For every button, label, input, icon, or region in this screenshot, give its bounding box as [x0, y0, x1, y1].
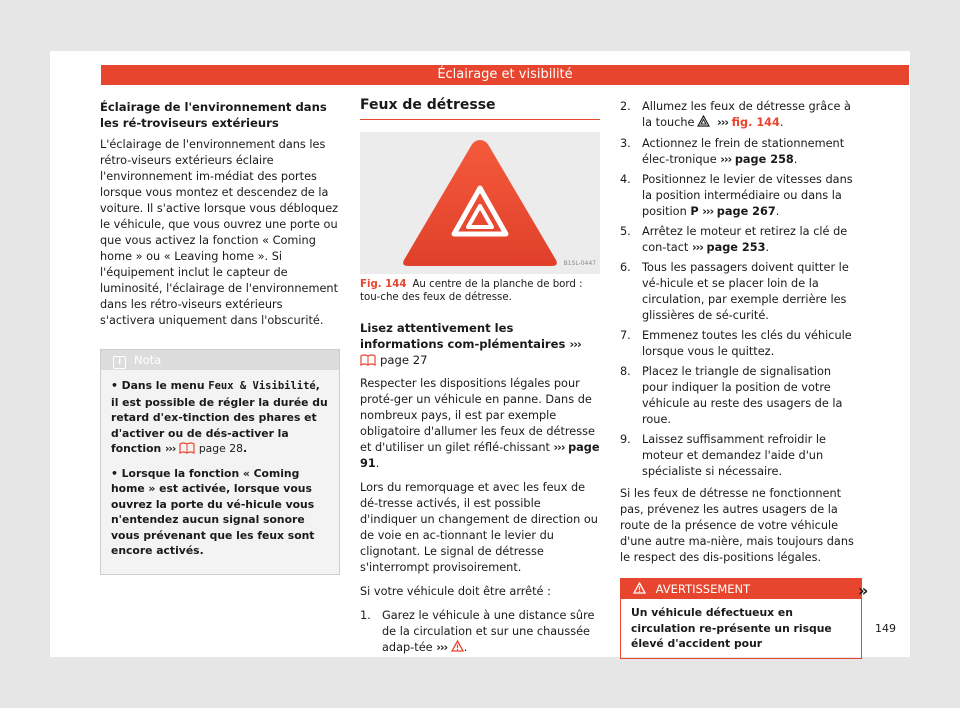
step-number: 8. — [620, 365, 631, 378]
column-right — [620, 99, 860, 659]
cross-ref-link[interactable]: page 267 — [716, 205, 776, 218]
step-body: Allumez les feux de détresse grâce à la touche — [642, 100, 851, 129]
step-body: Placez le triangle de signalisation pour indiquer la position de votre véhicule au reste des usagers de la roue. — [642, 365, 843, 426]
book-icon — [179, 442, 195, 459]
step-text: Allumez les feux de détresse grâce à la touche ››› fig. 144. — [642, 99, 860, 132]
note-item: • Lorsque la fonction « Coming home » est activée, lorsque vous ouvrez la porte du vé-hicule vous n'entendez aucun signal sonore vous prévenant que les feux sont encore activés. — [111, 466, 315, 557]
subhead-text: Lisez attentivement les informations com-plémentaires — [360, 321, 566, 351]
note-box — [100, 349, 340, 575]
info-icon: i — [113, 356, 126, 369]
hazard-symbol-icon — [697, 115, 710, 132]
step-body: Tous les passagers doivent quitter le vé-hicule et se placer loin de la circulation, par exemple derrière les glissières de sé-curité. — [642, 261, 849, 322]
cross-ref-link[interactable]: page 258 — [734, 153, 794, 166]
chapter-header: Éclairage et visibilité — [101, 65, 909, 85]
step-body: Garez le véhicule à une distance sûre de la circulation et sur une chaussée adap-tée — [382, 609, 595, 654]
step-body: Arrêtez le moteur et retirez la clé de con-tact — [642, 225, 848, 254]
warning-label: AVERTISSEMENT — [655, 582, 751, 596]
cross-ref-arrow: ››› — [553, 441, 565, 454]
step-number: 2. — [620, 100, 631, 113]
continued-mark: » — [858, 581, 869, 600]
step-number: 1. — [360, 609, 371, 622]
note-item: • Dans le menu Feux & Visibilité, il est possible de régler la durée du retard d'ex-tinction des phares et d'activer ou de dés-activer la fonction ››› page 28. — [111, 378, 329, 459]
list-item — [620, 328, 860, 360]
subsection-heading — [360, 320, 600, 370]
list-item — [360, 608, 600, 657]
cross-ref-arrow: ››› — [702, 205, 714, 218]
cross-ref-arrow: ››› — [569, 337, 581, 351]
steps-list — [620, 99, 860, 480]
cross-ref-link[interactable]: page 253 — [706, 241, 766, 254]
note-label: Nota — [134, 353, 162, 367]
note-body — [101, 370, 339, 574]
step-text: Arrêtez le moteur et retirez la clé de con-tact ››› page 253. — [642, 225, 848, 254]
cross-ref-arrow: ››› — [691, 241, 703, 254]
note-text: Dans le menu — [121, 379, 209, 392]
figure-label: Fig. 144 — [360, 279, 407, 290]
warning-box — [620, 578, 862, 659]
cross-ref-arrow: ››› — [717, 116, 729, 129]
step-text — [642, 328, 860, 360]
list-item — [620, 224, 860, 256]
page-number: 149 — [875, 622, 896, 635]
paragraph: Respecter les dispositions légales pour proté-ger un véhicule en panne. Dans de nombreux pays, il est par exemple obligatoire d'allumer les feux de détresse et d'utiliser un gilet réflé-chissant ››› page 91. — [360, 377, 600, 470]
warning-text: Un véhicule défectueux en circulation re-présente un risque élevé d'accident pour — [631, 606, 832, 650]
step-number: 3. — [620, 137, 631, 150]
figure-caption — [360, 278, 600, 304]
paragraph-text: Respecter les dispositions légales pour proté-ger un véhicule en panne. Dans de nombreux pays, il est par exemple obligatoire d'allumer les feux de détresse et d'utiliser un gilet réflé-chissant — [360, 377, 595, 454]
step-body: Laissez suffisamment refroidir le moteur et demandez l'aide d'un spécialiste si nécessaire. — [642, 433, 826, 478]
step-number: 5. — [620, 225, 631, 238]
cross-ref-arrow: ››› — [436, 641, 448, 654]
list-item — [620, 136, 860, 168]
note-text: Lorsque la fonction « Coming home » est activée, lorsque vous ouvrez la porte du vé-hicule vous n'entendez aucun signal sonore vous prévenant que les feux sont encore activés. — [111, 466, 315, 557]
paragraph: L'éclairage de l'environnement dans les rétro-viseurs extérieurs éclaire l'environnement im-médiat des portes lorsque vous montez et descendez de la voiture. Il s'active lorsque vous débloquez le véhicule, que vous ouvrez une porte ou que vous activez la fonction « Coming home » ou « Leaving home ». Si l'équipement inclut le capteur de luminosité, l'éclairage de l'environnement dans les rétro-viseurs extérieurs s'activera uniquement dans l'obscurité. — [100, 138, 339, 327]
step-text: Actionnez le frein de stationnement élec-tronique ››› page 258. — [642, 137, 845, 166]
hazard-button-figure — [360, 132, 600, 274]
gear-position: P — [690, 205, 699, 218]
caption-text: Au centre de la planche de bord : tou-che des feux de détresse. — [360, 279, 583, 303]
manual-page — [50, 51, 910, 657]
warning-triangle-icon — [633, 580, 646, 600]
note-header — [101, 350, 339, 370]
step-text — [642, 432, 860, 480]
step-text — [642, 364, 860, 428]
warning-triangle-icon[interactable] — [451, 640, 464, 657]
cross-ref-arrow: ››› — [720, 153, 732, 166]
cross-ref-link[interactable]: page 28 — [198, 442, 243, 455]
list-item — [620, 432, 860, 480]
book-icon — [360, 354, 376, 370]
step-body: Emmenez toutes les clés du véhicule lorsque vous le quittez. — [642, 329, 852, 358]
warning-header — [621, 579, 861, 599]
paragraph: Lors du remorquage et avec les feux de dé-tresse activés, il est possible d'indiquer un changement de direction ou de voie en ac-tionnant le levier du clignotant. Le signal de détresse s'interrompt provisoirement. — [360, 481, 598, 574]
step-number: 4. — [620, 173, 631, 186]
figure-code: B1SL-0447 — [563, 260, 596, 267]
section-title: Feux de détresse — [360, 97, 600, 120]
column-left — [100, 99, 340, 575]
cross-ref-arrow: ››› — [164, 442, 176, 455]
cross-ref-link[interactable]: page 27 — [380, 353, 428, 367]
note-text: , il est possible de régler la durée du retard d'ex-tinction des phares et d'activer ou de dés-activer la fonction — [111, 379, 328, 455]
list-item — [620, 99, 860, 132]
step-number: 6. — [620, 261, 631, 274]
menu-name: Feux & Visibilité — [208, 380, 316, 392]
step-number: 7. — [620, 329, 631, 342]
step-body: Actionnez le frein de stationnement élec-tronique — [642, 137, 845, 166]
list-item — [620, 364, 860, 428]
step-body: Positionnez le levier de vitesses dans la position intermédiaire ou dans la position — [642, 173, 853, 218]
hazard-button-illustration — [360, 132, 600, 274]
step-text — [642, 260, 860, 324]
list-item — [620, 260, 860, 324]
cross-ref-link[interactable]: fig. 144 — [731, 116, 780, 129]
paragraph: Si les feux de détresse ne fonctionnent pas, prévenez les autres usagers de la route de la présence de votre véhicule d'une autre ma-nière, mais toujours dans le respect des dis-positions légales. — [620, 487, 854, 564]
list-item — [620, 172, 860, 220]
cross-ref-link[interactable]: page 91 — [360, 441, 600, 470]
paragraph: Si votre véhicule doit être arrêté : — [360, 585, 551, 598]
subsection-heading: Éclairage de l'environnement dans les ré-troviseurs extérieurs — [100, 100, 327, 130]
column-middle — [360, 99, 600, 661]
step-text: Garez le véhicule à une distance sûre de la circulation et sur une chaussée adap-tée ››› . — [382, 608, 600, 657]
step-number: 9. — [620, 433, 631, 446]
step-text: Positionnez le levier de vitesses dans la position intermédiaire ou dans la position P ››› page 267. — [642, 173, 853, 218]
